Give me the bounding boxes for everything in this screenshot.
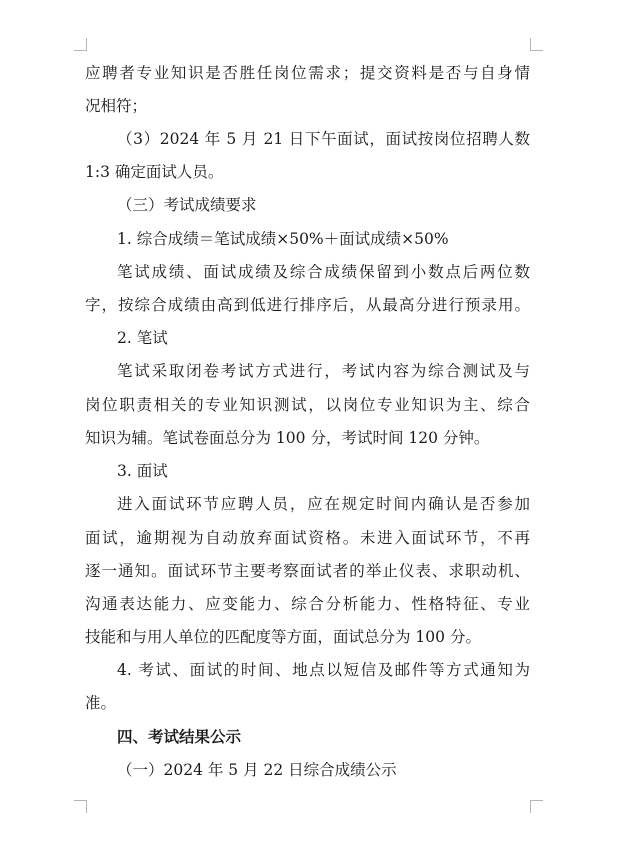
paragraph-line: 知识为辅。笔试卷面总分为 100 分，考试时间 120 分钟。 [85, 429, 490, 447]
corner-mark-bottom-left [74, 800, 87, 813]
section-heading: （三）考试成绩要求 [117, 196, 257, 214]
corner-mark-top-right [530, 38, 543, 51]
corner-mark-bottom-right [530, 800, 543, 813]
paragraph-line: 字，按综合成绩由高到低进行排序后，从最高分进行预录用。 [85, 296, 530, 314]
paragraph-line: 笔试采取闭卷考试方式进行，考试内容为综合测试及与 [117, 362, 530, 380]
paragraph-line: 逐一通知。面试环节主要考察面试者的举止仪表、求职动机、 [85, 562, 530, 580]
subsection-heading: 2. 笔试 [117, 329, 168, 347]
paragraph-line: 1:3 确定面试人员。 [85, 163, 224, 181]
paragraph-line: 沟通表达能力、应变能力、综合分析能力、性格特征、专业 [85, 595, 530, 613]
paragraph-line: 4. 考试、面试的时间、地点以短信及邮件等方式通知为 [117, 661, 530, 679]
paragraph-line: 应聘者专业知识是否胜任岗位需求；提交资料是否与自身情 [85, 64, 530, 82]
paragraph-line: 笔试成绩、面试成绩及综合成绩保留到小数点后两位数 [117, 263, 530, 281]
paragraph-line: （3）2024 年 5 月 21 日下午面试，面试按岗位招聘人数 [117, 130, 530, 148]
paragraph-line: 进入面试环节应聘人员，应在规定时间内确认是否参加 [117, 495, 530, 513]
paragraph-line: 准。 [85, 694, 117, 712]
paragraph-line: 况相符； [85, 97, 148, 115]
section-heading: （一）2024 年 5 月 22 日综合成绩公示 [117, 761, 397, 779]
chapter-heading: 四、考试结果公示 [117, 728, 242, 746]
paragraph-line: 技能和与用人单位的匹配度等方面，面试总分为 100 分。 [85, 628, 481, 646]
subsection-heading: 3. 面试 [117, 462, 168, 480]
paragraph-line: 面试，逾期视为自动放弃面试资格。未进入面试环节，不再 [85, 529, 530, 547]
paragraph-line: 岗位职责相关的专业知识测试，以岗位专业知识为主、综合 [85, 396, 530, 414]
paragraph-line: 1. 综合成绩＝笔试成绩×50%＋面试成绩×50% [117, 230, 449, 248]
corner-mark-top-left [74, 38, 87, 51]
